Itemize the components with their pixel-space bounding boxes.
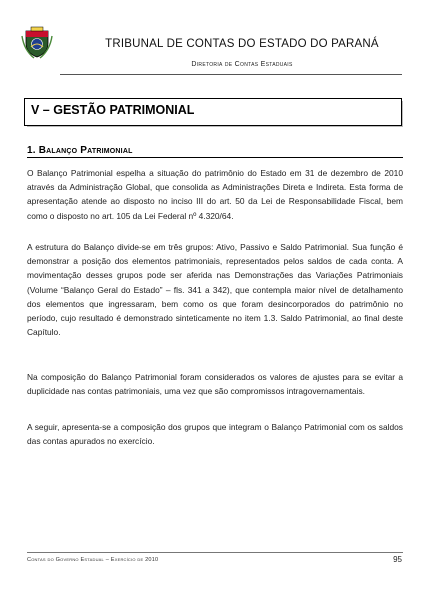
header-divider: [60, 74, 402, 75]
footer-text: Contas do Governo Estadual – Exercício de 2010: [27, 557, 159, 563]
chapter-title: V – GESTÃO PATRIMONIAL: [31, 103, 195, 117]
header-title: TRIBUNAL DE CONTAS DO ESTADO DO PARANÁ: [105, 38, 379, 50]
parana-coat-of-arms-icon: [20, 26, 54, 60]
page-number: 95: [393, 555, 402, 564]
chapter-title-box: [24, 98, 402, 126]
header-subtitle: Diretoria de Contas Estaduais: [191, 61, 293, 68]
section-heading: 1. Balanço Patrimonial: [27, 145, 133, 156]
paragraph: Na composição do Balanço Patrimonial foram considerados os valores de ajustes para se evitar a duplicidade nas contas patrimoniais, uma vez que são compromissos intragovernamentais.: [27, 372, 403, 397]
paragraph: A seguir, apresenta-se a composição dos grupos que integram o Balanço Patrimonial com os saldos das contas apurados no exercício.: [27, 422, 403, 447]
paragraph: A estrutura do Balanço divide-se em três grupos: Ativo, Passivo e Saldo Patrimonial. Sua função é demonstrar a posição dos elementos patrimoniais, representados pelos saldos de cada conta. A movimentação desses grupos pode ser aferida nas Demonstrações das Variações Patrimoniais (Volume “Balanço Geral do Estado” – fls. 341 a 342), que contempla maior nível de detalhamento dos elementos que ingressaram, bem como os que foram desincorporados do patrimônio no período, cujo resultado é demonstrado sinteticamente no item 1.3. Saldo Patrimonial, ao final deste Capítulo.: [27, 242, 403, 338]
section-underline: [27, 157, 403, 158]
paragraph: O Balanço Patrimonial espelha a situação do patrimônio do Estado em 31 de dezembro de 2010 através da Administração Global, que consolida as Administrações Direta e Indireta. Esta forma de apresentação atende ao disposto no inciso III do art. 50 da Lei de Responsabilidade Fiscal, bem como o disposto no art. 105 da Lei Federal nº 4.320/64.: [27, 168, 403, 221]
footer-divider: [27, 552, 403, 553]
